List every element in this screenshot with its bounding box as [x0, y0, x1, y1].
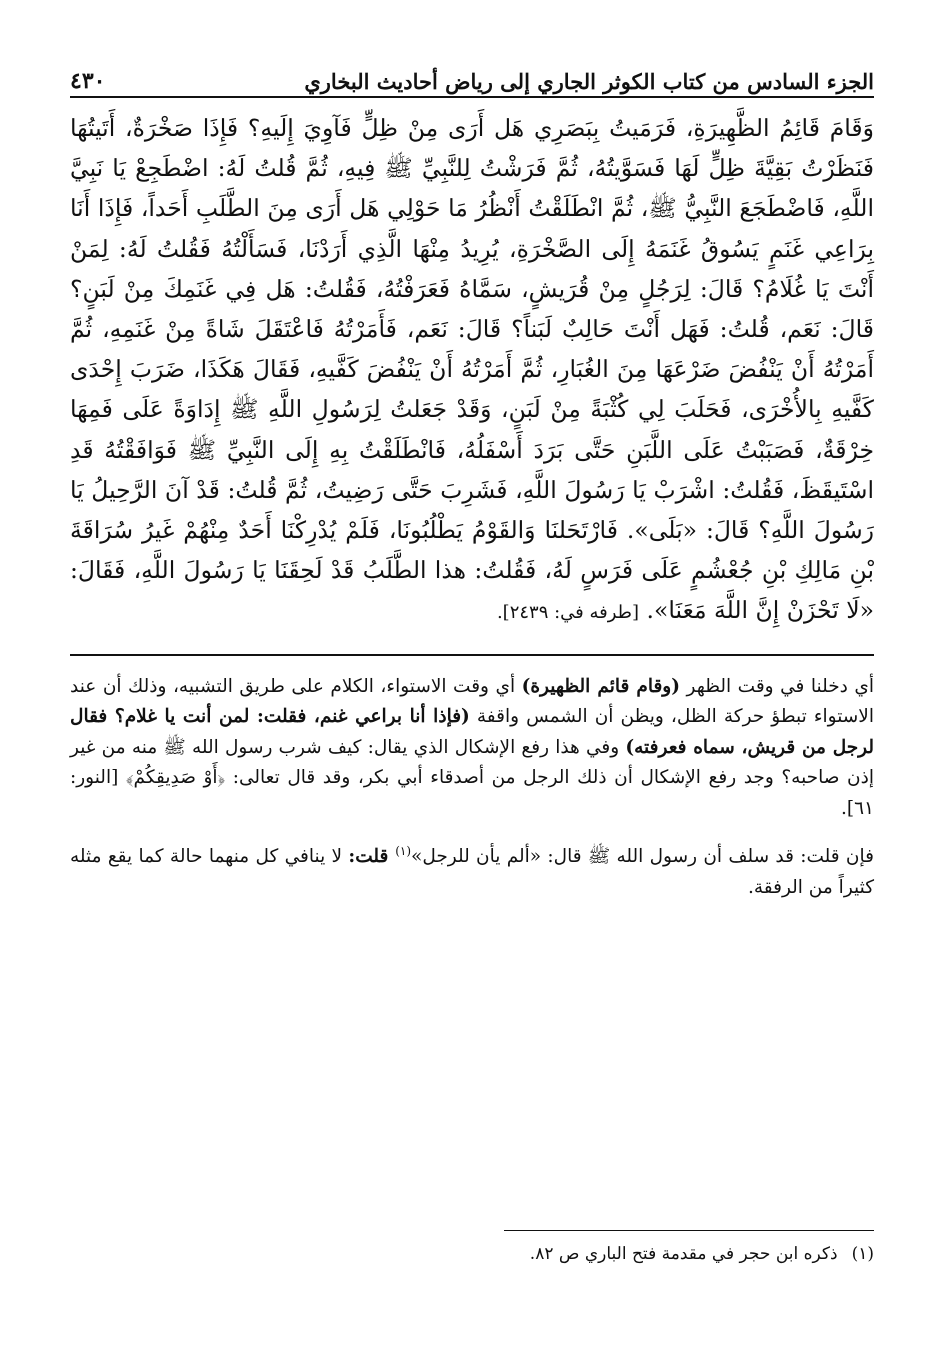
book-page — [70, 58, 874, 1348]
commentary-text: أي وقت الاستواء، الكلام على طريق التشبيه، وذلك أن عند الاستواء تبطؤ حركة الظل، ويظن أن الشمس واقفة — [70, 675, 874, 728]
footnote-marker[interactable]: (١) — [395, 844, 412, 859]
footnote-area — [70, 1230, 874, 1267]
commentary-paragraph — [70, 836, 874, 903]
quoted-phrase: قلت: — [348, 846, 396, 868]
commentary-text: لا ينافي كل منهما حالة كما يقع مثله كثيراً من الرفقة. — [70, 846, 874, 898]
hadith-reference: [طرفه في: ٢٤٣٩]. — [496, 602, 640, 624]
footnote-text: ذكره ابن حجر في مقدمة فتح الباري ص ٨٢. — [529, 1244, 838, 1264]
footnote — [70, 1241, 874, 1267]
footnote-number: (١) — [851, 1244, 874, 1264]
running-header — [70, 58, 874, 98]
commentary-text: فإن قلت: قد سلف أن رسول الله ﷺ قال: «ألم يأن للرجل» — [411, 846, 874, 868]
hadith-paragraph — [70, 108, 874, 634]
section-divider — [70, 654, 874, 656]
quoted-phrase: (وقام قائم الظهيرة) — [521, 675, 680, 697]
hadith-text-block — [70, 108, 874, 634]
page-number: ٤٣٠ — [70, 68, 106, 94]
commentary-text: وفي هذا رفع الإشكال الذي يقال: كيف شرب رسول الله ﷺ منه من غير إذن صاحبه؟ وجد رفع الإشكال أن ذلك الرجل من أصدقاء أبي بكر، وقد قال تعالى: ﴿أَوْ صَدِيقِكُمْ﴾ [النور: ٦١]. — [70, 736, 874, 819]
footnote-divider — [504, 1230, 874, 1231]
commentary-text: أي دخلنا في وقت الظهر — [680, 675, 874, 697]
running-title: الجزء السادس من كتاب الكوثر الجاري إلى رياض أحاديث البخاري — [304, 69, 874, 94]
hadith-body: وَقَامَ قَائِمُ الظَّهِيرَةِ، فَرَمَيتُ بِبَصَرِي هَل أَرَى مِنْ ظِلٍّ فَآوِيَ إِلَيهِ؟ فَإِذَا صَخْرَةٌ، أَتَيتُهَا فَنَظَرْتُ بَقِيَّةَ ظِلٍّ لَهَا فَسَوَّيتُهُ، ثُمَّ فَرَشْتُ لِلنَّبِيِّ ﷺ فِيهِ، ثُمَّ قُلتُ لَهُ: اضْطَجِعْ يَا نَبِيَّ اللَّهِ، فَاضْطَجَعَ النَّبِيُّ ﷺ، ثُمَّ انْطَلَقْتُ أَنْظُرُ مَا حَوْلِي هَل أَرَى مِنَ الطَّلَبِ أَحَداً، فَإِذَا أَنَا بِرَاعِي غَنَمٍ يَسُوقُ غَنَمَهُ إِلَى الصَّخْرَةِ، يُرِيدُ مِنْهَا الَّذِي أَرَدْنَا، فَسَأَلْتُهُ فَقُلتُ لَهُ: لِمَنْ أَنْتَ يَا غُلَامُ؟ قَالَ: لِرَجُلٍ مِنْ قُرَيشٍ، سَمَّاهُ فَعَرَفْتُهُ، فَقُلتُ: هَل فِي غَنَمِكَ مِنْ لَبَنٍ؟ قَالَ: نَعَم، قُلتُ: فَهَل أَنْتَ حَالِبٌ لَبَناً؟ قَالَ: نَعَم، فَأَمَرْتُهُ فَاعْتَقَلَ شَاةً مِنْ غَنَمِهِ، ثُمَّ أَمَرْتُهُ أَنْ يَنْفُضَ ضَرْعَهَا مِنَ الغُبَارِ، ثُمَّ أَمَرْتُهُ أَنْ يَنْفُضَ كَفَّيهِ، فَقَالَ هَكَذَا، ضَرَبَ إِحْدَى كَفَّيهِ بِالأُخْرَى، فَحَلَبَ لِي كُثْبَةً مِنْ لَبَنٍ، وَقَدْ جَعَلتُ لِرَسُولِ اللَّهِ ﷺ إِدَاوَةً عَلَى فَمِهَا خِرْقَةٌ، فَصَبَبْتُ عَلَى اللَّبَنِ حَتَّى بَرَدَ أَسْفَلُهُ، فَانْطَلَقْتُ بِهِ إِلَى النَّبِيِّ ﷺ فَوَافَقْتُهُ قَدِ اسْتَيقَظَ، فَقُلتُ: اشْرَبْ يَا رَسُولَ اللَّهِ، فَشَرِبَ حَتَّى رَضِيتُ، ثُمَّ قُلتُ: قَدْ آنَ الرَّحِيلُ يَا رَسُولَ اللَّهِ؟ قَالَ: «بَلَى». فَارْتَحَلنَا وَالقَوْمُ يَطْلُبُونَا، فَلَمْ يُدْرِكْنَا أَحَدٌ مِنْهُمْ غَيرُ سُرَاقَةَ بْنِ مَالِكِ بْنِ جُعْشُمٍ عَلَى فَرَسٍ لَهُ، فَقُلتُ: هذا الطَّلَبُ قَدْ لَحِقَنَا يَا رَسُولَ اللَّهِ، فَقَالَ: «لَا تَحْزَنْ إِنَّ اللَّهَ مَعَنَا». — [70, 114, 874, 625]
quoted-phrase: (فإذا أنا براعي غنم، فقلت: لمن أنت يا غلام؟ فقال لرجل من قريش، سماه فعرفته) — [70, 706, 874, 758]
commentary-paragraph — [70, 672, 874, 825]
commentary-block — [70, 672, 874, 904]
